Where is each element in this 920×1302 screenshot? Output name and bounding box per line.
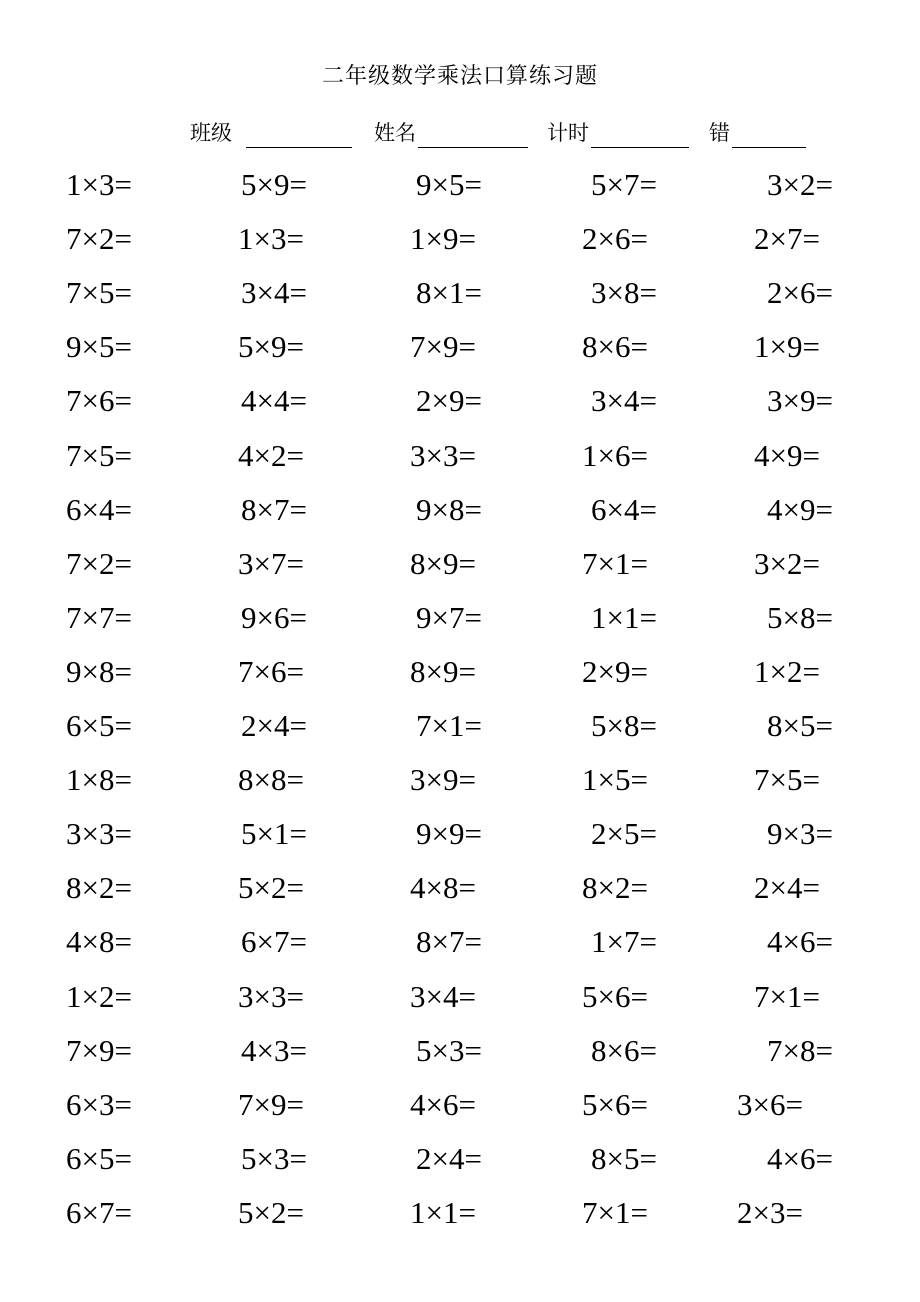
problem-r7-c3: 9×8= bbox=[416, 491, 482, 527]
problem-r11-c1: 6×5= bbox=[66, 708, 132, 743]
problem-r13-c2: 5×1= bbox=[241, 816, 307, 852]
problem-r1-c1: 1×3= bbox=[66, 167, 132, 202]
problem-r9-c3: 9×7= bbox=[416, 599, 482, 635]
problem-r15-c4: 1×7= bbox=[591, 924, 657, 960]
problem-r16-c4: 5×6= bbox=[582, 978, 648, 1014]
problem-r13-c3: 9×9= bbox=[416, 816, 482, 852]
problem-r13-c5: 9×3= bbox=[767, 816, 833, 852]
problem-r11-c5: 8×5= bbox=[767, 708, 833, 743]
problem-r4-c1: 9×5= bbox=[66, 329, 132, 365]
problem-r18-c4: 5×6= bbox=[582, 1086, 648, 1122]
problem-r10-c1: 9×8= bbox=[66, 653, 132, 689]
problem-r4-c2: 5×9= bbox=[238, 329, 304, 365]
problem-r20-c4: 7×1= bbox=[582, 1194, 648, 1230]
problem-r17-c3: 5×3= bbox=[416, 1032, 482, 1068]
problem-r16-c1: 1×2= bbox=[66, 978, 132, 1014]
problem-r9-c2: 9×6= bbox=[241, 599, 307, 635]
errors-label: 错 bbox=[709, 121, 730, 145]
problem-r6-c2: 4×2= bbox=[238, 437, 304, 473]
problem-r5-c1: 7×6= bbox=[66, 383, 132, 419]
problem-r16-c5: 7×1= bbox=[754, 978, 820, 1014]
problem-r10-c3: 8×9= bbox=[410, 653, 476, 689]
problem-r15-c1: 4×8= bbox=[66, 924, 132, 960]
problem-r12-c1: 1×8= bbox=[66, 762, 132, 798]
problem-r1-c4: 5×7= bbox=[591, 167, 657, 202]
problem-r15-c2: 6×7= bbox=[241, 924, 307, 960]
problem-r9-c1: 7×7= bbox=[66, 599, 132, 635]
problem-r2-c4: 2×6= bbox=[582, 221, 648, 257]
problem-r13-c1: 3×3= bbox=[66, 816, 132, 852]
problem-r19-c4: 8×5= bbox=[591, 1140, 657, 1176]
problem-r14-c5: 2×4= bbox=[754, 870, 820, 906]
problem-r10-c2: 7×6= bbox=[238, 653, 304, 689]
problem-r4-c3: 7×9= bbox=[410, 329, 476, 365]
time-label: 计时 bbox=[547, 121, 589, 145]
problem-r12-c3: 3×9= bbox=[410, 762, 476, 798]
problem-r14-c4: 8×2= bbox=[582, 870, 648, 906]
problem-r18-c5: 3×6= bbox=[737, 1086, 803, 1122]
problem-r1-c3: 9×5= bbox=[416, 167, 482, 202]
worksheet-title: 二年级数学乘法口算练习题 bbox=[321, 64, 598, 89]
problem-r5-c2: 4×4= bbox=[241, 383, 307, 419]
name-label: 姓名 bbox=[374, 121, 416, 145]
problem-r5-c3: 2×9= bbox=[416, 383, 482, 419]
problem-r11-c4: 5×8= bbox=[591, 708, 657, 743]
problem-r3-c3: 8×1= bbox=[416, 275, 482, 311]
problem-r5-c4: 3×4= bbox=[591, 383, 657, 419]
problem-r6-c1: 7×5= bbox=[66, 437, 132, 473]
problem-r8-c2: 3×7= bbox=[238, 545, 304, 581]
problem-r8-c5: 3×2= bbox=[754, 545, 820, 581]
problem-r10-c4: 2×9= bbox=[582, 653, 648, 689]
problem-r20-c3: 1×1= bbox=[410, 1194, 476, 1230]
problem-r12-c5: 7×5= bbox=[754, 762, 820, 798]
problem-r7-c2: 8×7= bbox=[241, 491, 307, 527]
problem-r14-c2: 5×2= bbox=[238, 870, 304, 906]
problem-r2-c3: 1×9= bbox=[410, 221, 476, 257]
problem-r2-c1: 7×2= bbox=[66, 221, 132, 257]
problem-r14-c3: 4×8= bbox=[410, 870, 476, 906]
problem-r11-c2: 2×4= bbox=[241, 708, 307, 743]
problem-r16-c3: 3×4= bbox=[410, 978, 476, 1014]
problem-r16-c2: 3×3= bbox=[238, 978, 304, 1014]
problem-r12-c4: 1×5= bbox=[582, 762, 648, 798]
problem-r15-c5: 4×6= bbox=[767, 924, 833, 960]
problem-r8-c4: 7×1= bbox=[582, 545, 648, 581]
problem-r2-c2: 1×3= bbox=[238, 221, 304, 257]
problem-r7-c4: 6×4= bbox=[591, 491, 657, 527]
problem-r4-c4: 8×6= bbox=[582, 329, 648, 365]
problem-r8-c1: 7×2= bbox=[66, 545, 132, 581]
problem-r20-c2: 5×2= bbox=[238, 1194, 304, 1230]
problem-r19-c3: 2×4= bbox=[416, 1140, 482, 1176]
problem-r17-c5: 7×8= bbox=[767, 1032, 833, 1068]
problem-r17-c1: 7×9= bbox=[66, 1032, 132, 1068]
problem-r7-c1: 6×4= bbox=[66, 491, 132, 527]
problem-r14-c1: 8×2= bbox=[66, 870, 132, 906]
problem-r6-c4: 1×6= bbox=[582, 437, 648, 473]
problem-r20-c1: 6×7= bbox=[66, 1194, 132, 1230]
problem-r3-c2: 3×4= bbox=[241, 275, 307, 311]
problem-r3-c5: 2×6= bbox=[767, 275, 833, 311]
problem-r3-c1: 7×5= bbox=[66, 275, 132, 311]
problem-r9-c4: 1×1= bbox=[591, 599, 657, 635]
problem-r9-c5: 5×8= bbox=[767, 599, 833, 635]
problem-r5-c5: 3×9= bbox=[767, 383, 833, 419]
problem-r19-c2: 5×3= bbox=[241, 1140, 307, 1176]
problem-r6-c3: 3×3= bbox=[410, 437, 476, 473]
problem-r20-c5: 2×3= bbox=[737, 1194, 803, 1230]
problem-r18-c3: 4×6= bbox=[410, 1086, 476, 1122]
problem-r1-c2: 5×9= bbox=[241, 167, 307, 202]
problem-r17-c2: 4×3= bbox=[241, 1032, 307, 1068]
problem-r7-c5: 4×9= bbox=[767, 491, 833, 527]
problem-r1-c5: 3×2= bbox=[767, 167, 833, 202]
problem-r13-c4: 2×5= bbox=[591, 816, 657, 852]
problem-r4-c5: 1×9= bbox=[754, 329, 820, 365]
problem-r6-c5: 4×9= bbox=[754, 437, 820, 473]
problem-r8-c3: 8×9= bbox=[410, 545, 476, 581]
class-label: 班级 bbox=[190, 121, 232, 145]
problem-r15-c3: 8×7= bbox=[416, 924, 482, 960]
problem-r11-c3: 7×1= bbox=[416, 708, 482, 743]
problem-r19-c5: 4×6= bbox=[767, 1140, 833, 1176]
problem-r17-c4: 8×6= bbox=[591, 1032, 657, 1068]
problem-r19-c1: 6×5= bbox=[66, 1140, 132, 1176]
problem-r18-c1: 6×3= bbox=[66, 1086, 132, 1122]
problem-r10-c5: 1×2= bbox=[754, 653, 820, 689]
problem-r12-c2: 8×8= bbox=[238, 762, 304, 798]
problem-r3-c4: 3×8= bbox=[591, 275, 657, 311]
problem-r18-c2: 7×9= bbox=[238, 1086, 304, 1122]
problem-r2-c5: 2×7= bbox=[754, 221, 820, 257]
